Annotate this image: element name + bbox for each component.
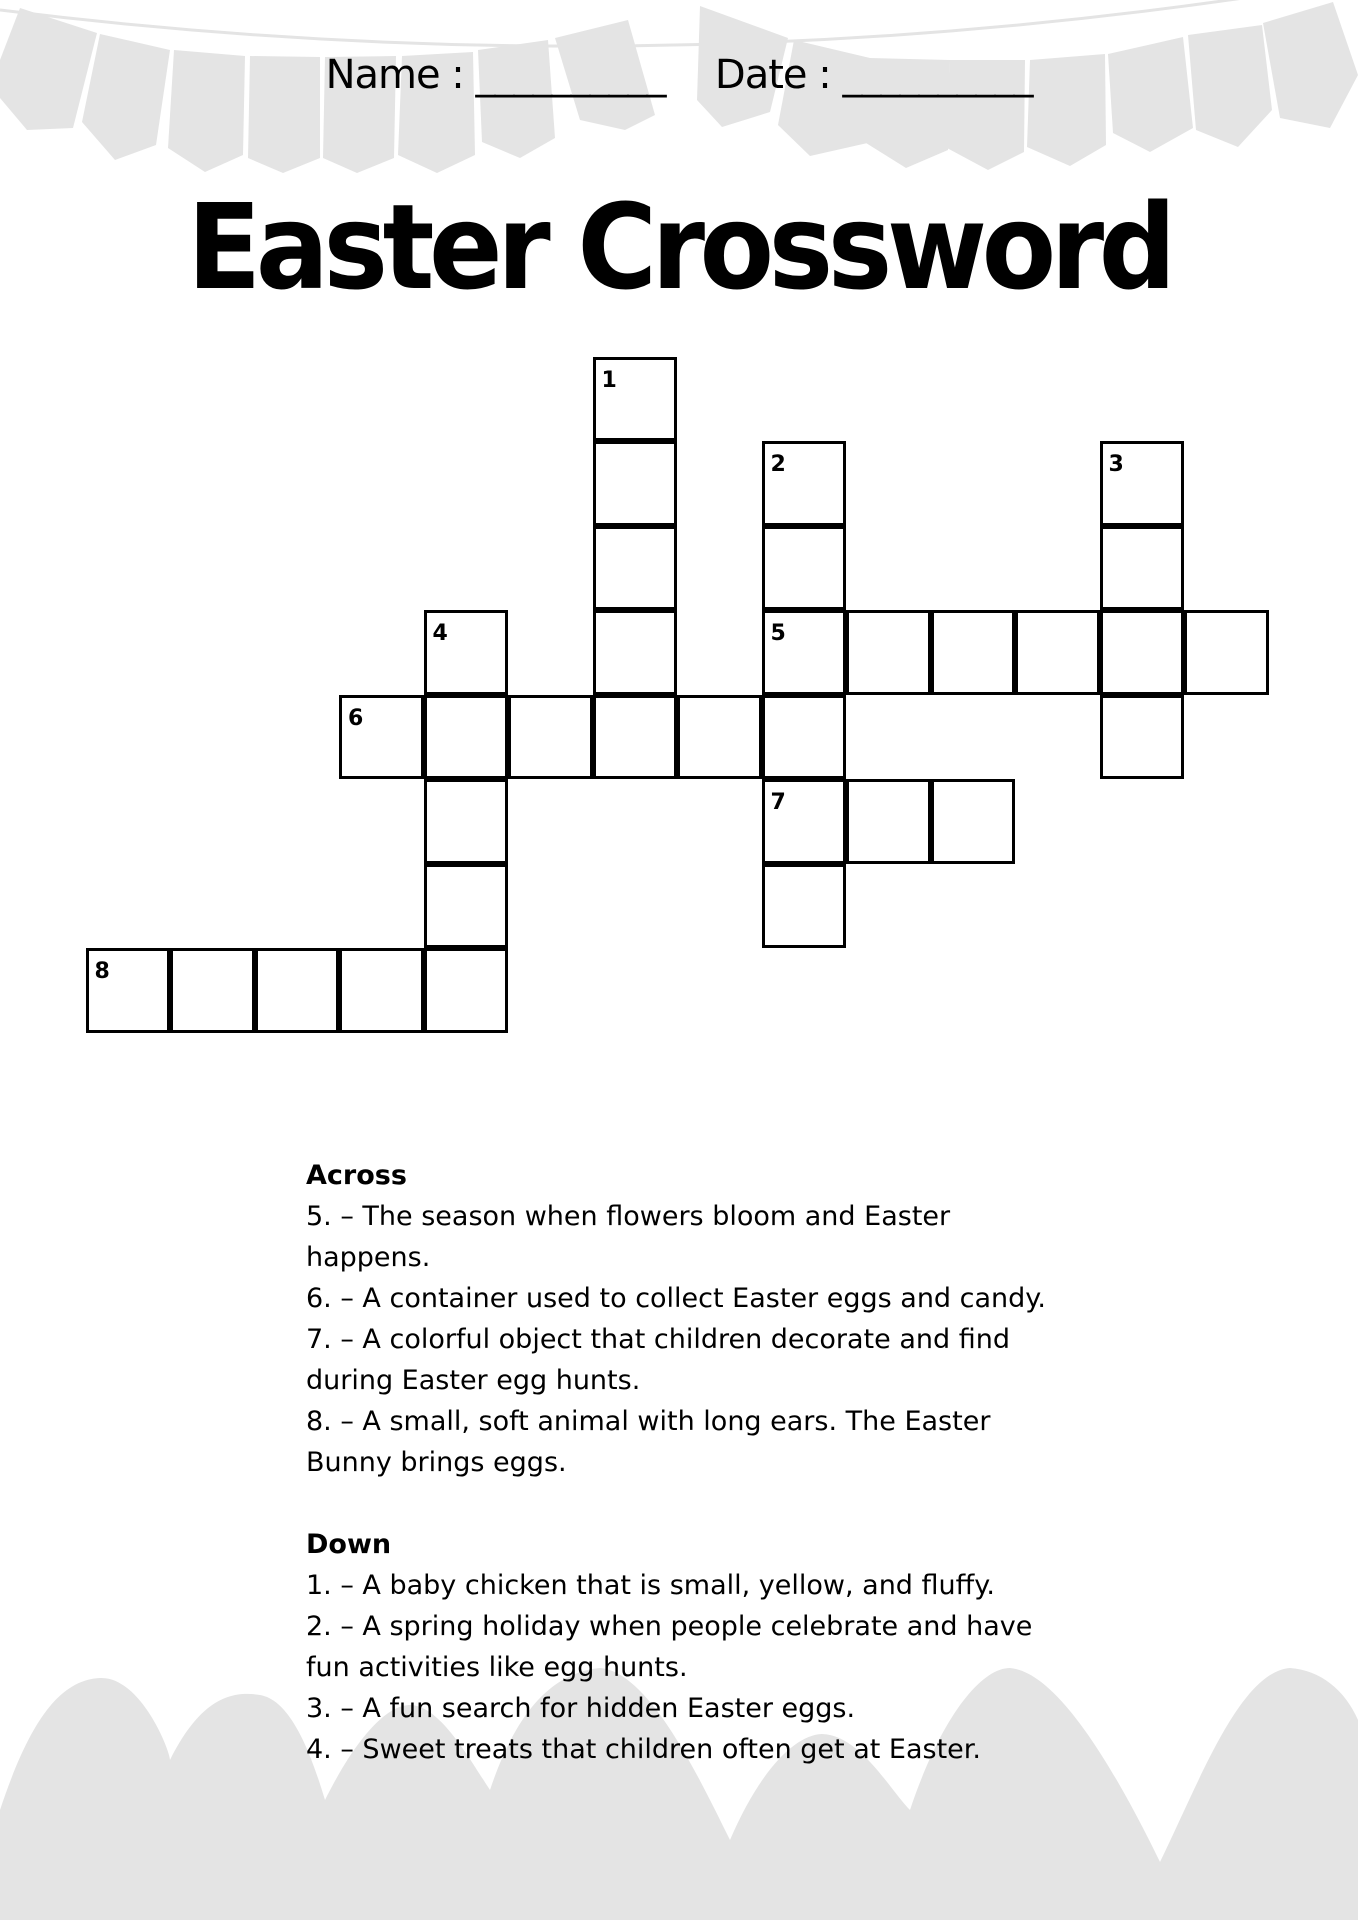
clue-line: 2. – A spring holiday when people celebrate and have <box>306 1611 1033 1642</box>
clue-line: 4. – Sweet treats that children often get at Easter. <box>306 1734 981 1765</box>
grid-cell-6[interactable] <box>339 695 424 780</box>
grid-cell[interactable] <box>1184 610 1269 695</box>
clue-line: Bunny brings eggs. <box>306 1447 567 1478</box>
grid-cell[interactable] <box>593 695 678 780</box>
grid-cell[interactable] <box>508 695 593 780</box>
clue-number: 4 <box>432 621 448 646</box>
clues-section <box>306 1155 1066 1770</box>
date-field[interactable]: __________ <box>842 52 1033 98</box>
grid-cell[interactable] <box>677 695 762 780</box>
page-title: Easter Crossword <box>187 178 1171 316</box>
grid-cell-7[interactable] <box>762 779 847 864</box>
grid-cell[interactable] <box>1100 526 1185 611</box>
grid-cell[interactable] <box>931 779 1016 864</box>
name-field[interactable]: __________ <box>475 52 666 98</box>
grid-cell[interactable] <box>593 441 678 526</box>
grid-cell[interactable] <box>593 610 678 695</box>
grid-cell-3[interactable] <box>1100 441 1185 526</box>
grid-cell[interactable] <box>1100 695 1185 780</box>
grid-cell[interactable] <box>170 948 255 1033</box>
down-heading: Down <box>306 1529 392 1560</box>
grid-cell[interactable] <box>424 864 509 949</box>
grid-cell[interactable] <box>846 610 931 695</box>
grid-cell-4[interactable] <box>424 610 509 695</box>
date-label: Date : <box>714 52 831 98</box>
clue-line: happens. <box>306 1242 431 1273</box>
clue-number: 3 <box>1108 452 1124 477</box>
grid-cell[interactable] <box>931 610 1016 695</box>
clue-number: 5 <box>770 621 786 646</box>
clue-number: 7 <box>770 790 786 815</box>
grid-cell[interactable] <box>846 779 931 864</box>
clue-line: 6. – A container used to collect Easter eggs and candy. <box>306 1283 1047 1314</box>
clue-line: 3. – A fun search for hidden Easter eggs. <box>306 1693 856 1724</box>
name-date-header <box>0 52 1358 98</box>
down-clues <box>306 1565 1066 1770</box>
grid-cell[interactable] <box>424 695 509 780</box>
grid-cell[interactable] <box>762 526 847 611</box>
bunting-string <box>0 0 1358 46</box>
clue-line: 5. – The season when flowers bloom and Easter <box>306 1201 951 1232</box>
clue-line: 1. – A baby chicken that is small, yellow, and fluffy. <box>306 1570 995 1601</box>
grid-cell[interactable] <box>593 526 678 611</box>
clue-line: 8. – A small, soft animal with long ears. The Easter <box>306 1406 991 1437</box>
grid-cell[interactable] <box>1100 610 1185 695</box>
clue-line: during Easter egg hunts. <box>306 1365 641 1396</box>
clue-number: 8 <box>94 959 110 984</box>
name-label: Name : <box>325 52 464 98</box>
clue-line: 7. – A colorful object that children decorate and find <box>306 1324 1010 1355</box>
grid-cell[interactable] <box>339 948 424 1033</box>
across-heading: Across <box>306 1160 407 1191</box>
grid-cell[interactable] <box>762 695 847 780</box>
grid-cell[interactable] <box>424 779 509 864</box>
grid-cell-1[interactable] <box>593 357 678 442</box>
grid-cell[interactable] <box>255 948 340 1033</box>
grid-cell[interactable] <box>762 864 847 949</box>
clue-number: 2 <box>770 452 786 477</box>
grid-cell-2[interactable] <box>762 441 847 526</box>
grid-cell-5[interactable] <box>762 610 847 695</box>
grid-cell-8[interactable] <box>86 948 171 1033</box>
clue-number: 6 <box>348 705 364 731</box>
clue-line: fun activities like egg hunts. <box>306 1652 688 1683</box>
grid-cell[interactable] <box>1015 610 1100 695</box>
clue-number: 1 <box>601 367 617 393</box>
across-clues <box>306 1196 1066 1483</box>
grid-cell[interactable] <box>424 948 509 1033</box>
